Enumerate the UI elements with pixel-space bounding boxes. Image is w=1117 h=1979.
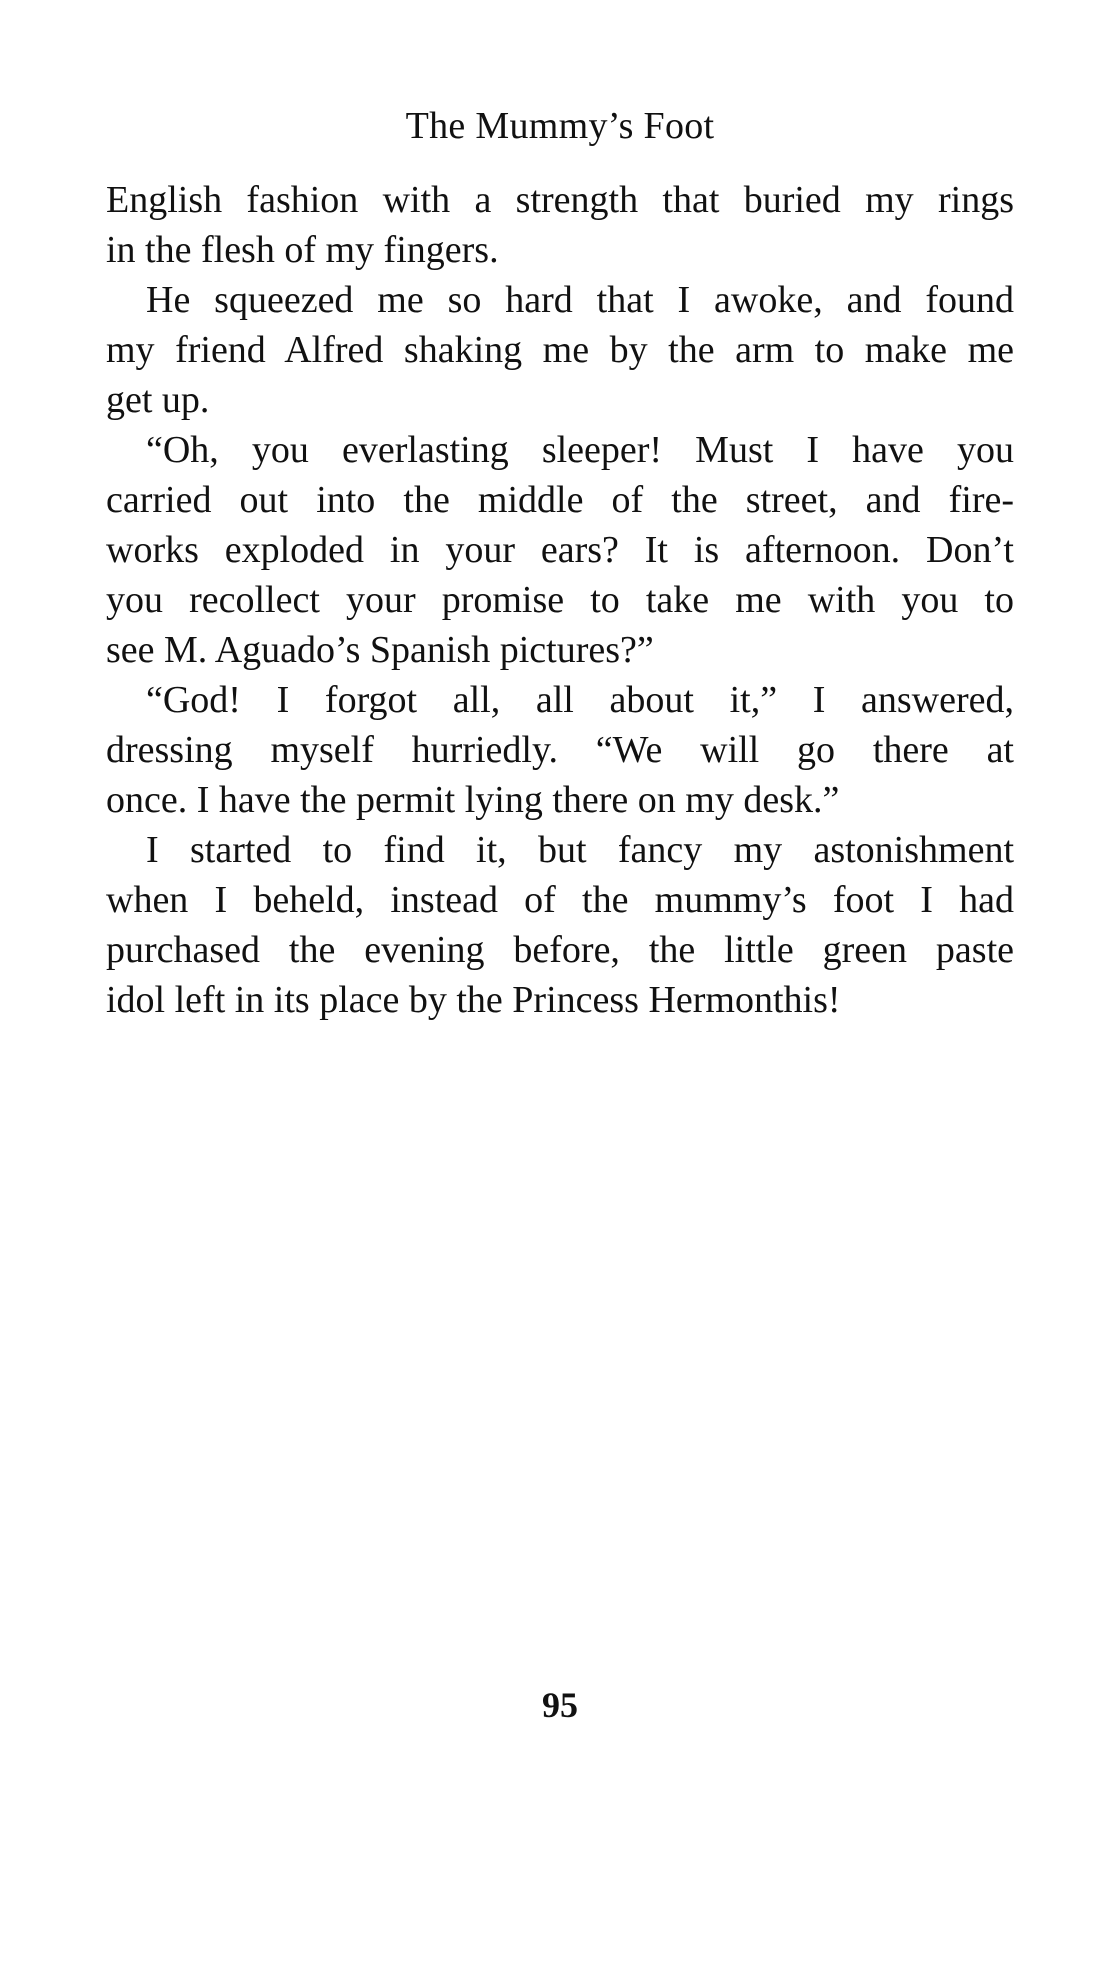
body-text bbox=[106, 175, 1014, 1025]
text-line: “God! I forgot all, all about it,” I answered, bbox=[146, 679, 1014, 721]
text-line: works exploded in your ears? It is afternoon. Don’t bbox=[106, 529, 1014, 571]
text-line: idol left in its place by the Princess Hermonthis! bbox=[106, 979, 841, 1021]
text-line: dressing myself hurriedly. “We will go there at bbox=[106, 729, 1014, 771]
text-line: my friend Alfred shaking me by the arm to make me bbox=[106, 329, 1014, 371]
text-line: English fashion with a strength that buried my rings bbox=[106, 179, 1014, 221]
text-line: I started to find it, but fancy my astonishment bbox=[146, 829, 1014, 871]
text-line: you recollect your promise to take me with you to bbox=[106, 579, 1014, 621]
text-line: He squeezed me so hard that I awoke, and found bbox=[146, 279, 1014, 321]
text-line: “Oh, you everlasting sleeper! Must I have you bbox=[146, 429, 1014, 471]
text-line: see M. Aguado’s Spanish pictures?” bbox=[106, 629, 654, 671]
text-line: once. I have the permit lying there on my desk.” bbox=[106, 779, 840, 821]
text-line: when I beheld, instead of the mummy’s foot I had bbox=[106, 879, 1014, 921]
running-head: The Mummy’s Foot bbox=[405, 105, 715, 147]
text-line: carried out into the middle of the street, and fire- bbox=[106, 479, 1014, 521]
page-number: 95 bbox=[542, 1685, 578, 1725]
text-line: purchased the evening before, the little green paste bbox=[106, 929, 1014, 971]
text-line: get up. bbox=[106, 379, 210, 421]
text-line: in the flesh of my fingers. bbox=[106, 229, 499, 271]
